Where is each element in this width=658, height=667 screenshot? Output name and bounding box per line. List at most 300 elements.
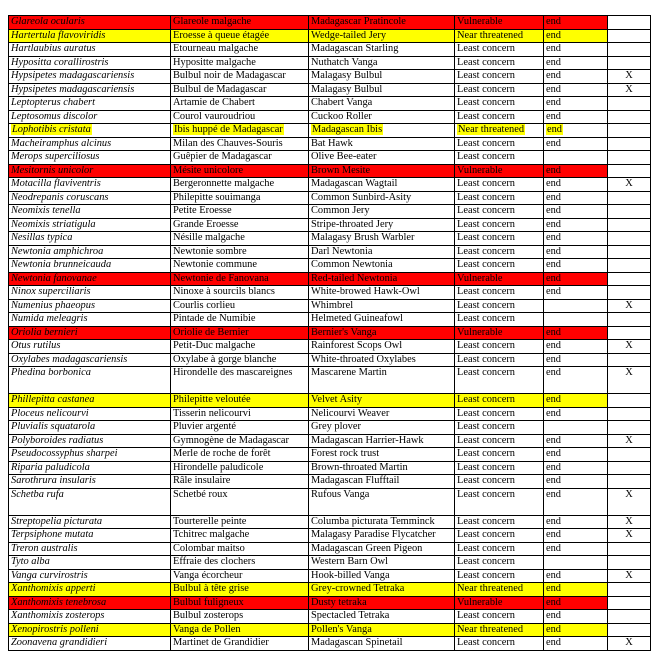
english-name-text: Malagasy Bulbul bbox=[311, 70, 383, 81]
french-name-text: Vanga écorcheur bbox=[173, 569, 243, 581]
english-name-text: White-browed Hawk-Owl bbox=[311, 286, 420, 297]
status-text: Vulnerable bbox=[457, 272, 503, 284]
endemic-cell bbox=[544, 610, 608, 624]
table-row bbox=[9, 286, 651, 300]
status-cell bbox=[455, 623, 544, 637]
scientific-name-cell bbox=[9, 16, 171, 30]
french-name-text: Tisserin nelicourvi bbox=[173, 407, 251, 419]
scientific-name-text: Motacilla flaviventris bbox=[11, 178, 101, 189]
status-text: Least concern bbox=[457, 205, 515, 216]
endemic-text: end bbox=[546, 218, 562, 230]
french-name-cell bbox=[171, 205, 309, 219]
scientific-name-cell bbox=[9, 70, 171, 84]
endemic-text: end bbox=[546, 515, 562, 527]
mark-cell bbox=[608, 151, 651, 165]
english-name-cell bbox=[309, 232, 455, 246]
scientific-name-cell bbox=[9, 124, 171, 138]
endemic-text: end bbox=[546, 191, 562, 203]
table-row bbox=[9, 488, 651, 515]
english-name-text: Forest rock trust bbox=[311, 448, 380, 459]
status-text: Least concern bbox=[457, 191, 515, 203]
mark-text: X bbox=[625, 70, 633, 81]
french-name-cell bbox=[171, 191, 309, 205]
endemic-cell bbox=[544, 205, 608, 219]
english-name-cell bbox=[309, 556, 455, 570]
english-name-text: Chabert Vanga bbox=[311, 97, 373, 108]
status-cell bbox=[455, 637, 544, 651]
status-text: Least concern bbox=[457, 475, 515, 486]
table-row bbox=[9, 110, 651, 124]
english-name-cell bbox=[309, 178, 455, 192]
french-name-text: Bulbul à tête grise bbox=[173, 583, 249, 594]
table-row bbox=[9, 151, 651, 165]
endemic-cell bbox=[544, 556, 608, 570]
status-cell bbox=[455, 434, 544, 448]
english-name-text: Common Sunbird-Asity bbox=[311, 191, 412, 203]
endemic-cell bbox=[544, 340, 608, 354]
scientific-name-text: Oriolia bernieri bbox=[11, 326, 78, 338]
status-text: Least concern bbox=[457, 259, 515, 270]
english-name-cell bbox=[309, 70, 455, 84]
table-row bbox=[9, 56, 651, 70]
table-row bbox=[9, 407, 651, 421]
endemic-text: end bbox=[546, 637, 562, 648]
french-name-cell bbox=[171, 326, 309, 340]
french-name-cell bbox=[171, 583, 309, 597]
status-text: Least concern bbox=[457, 488, 515, 500]
french-name-cell bbox=[171, 16, 309, 30]
table-body bbox=[9, 16, 651, 651]
scientific-name-cell bbox=[9, 461, 171, 475]
french-name-cell bbox=[171, 299, 309, 313]
status-cell bbox=[455, 124, 544, 138]
table-row bbox=[9, 232, 651, 246]
status-text: Least concern bbox=[457, 434, 515, 446]
french-name-cell bbox=[171, 488, 309, 515]
status-cell bbox=[455, 515, 544, 529]
endemic-cell bbox=[544, 583, 608, 597]
mark-cell bbox=[608, 232, 651, 246]
french-name-cell bbox=[171, 83, 309, 97]
endemic-text: end bbox=[546, 272, 562, 284]
french-name-text: Petite Eroesse bbox=[173, 205, 232, 216]
mark-cell bbox=[608, 313, 651, 327]
endemic-text: end bbox=[546, 110, 562, 122]
english-name-cell bbox=[309, 583, 455, 597]
endemic-cell bbox=[544, 529, 608, 543]
status-cell bbox=[455, 340, 544, 354]
status-cell bbox=[455, 232, 544, 246]
mark-cell bbox=[608, 299, 651, 313]
scientific-name-text: Pluvialis squatarola bbox=[11, 421, 96, 432]
mark-cell bbox=[608, 623, 651, 637]
french-name-cell bbox=[171, 448, 309, 462]
status-cell bbox=[455, 326, 544, 340]
status-cell bbox=[455, 43, 544, 57]
english-name-text: Rainforest Scops Owl bbox=[311, 340, 403, 351]
scientific-name-text: Ninox superciliaris bbox=[11, 286, 91, 297]
english-name-cell bbox=[309, 191, 455, 205]
table-row bbox=[9, 205, 651, 219]
scientific-name-text: Xanthomixis tenebrosa bbox=[11, 596, 107, 608]
english-name-text: Grey plover bbox=[311, 421, 361, 432]
table-row bbox=[9, 272, 651, 286]
table-row bbox=[9, 610, 651, 624]
status-text: Vulnerable bbox=[457, 596, 503, 608]
table-row bbox=[9, 556, 651, 570]
table-row bbox=[9, 16, 651, 30]
endemic-text: end bbox=[546, 245, 562, 257]
endemic-cell bbox=[544, 97, 608, 111]
english-name-cell bbox=[309, 434, 455, 448]
french-name-text: Râle insulaire bbox=[173, 475, 231, 486]
scientific-name-text: Streptopelia picturata bbox=[11, 515, 103, 527]
french-name-text: Eroesse à queue étagée bbox=[173, 29, 270, 41]
mark-cell bbox=[608, 272, 651, 286]
french-name-cell bbox=[171, 137, 309, 151]
scientific-name-cell bbox=[9, 421, 171, 435]
english-name-cell bbox=[309, 448, 455, 462]
french-name-text: Hyposittе malgache bbox=[173, 56, 256, 68]
status-text: Least concern bbox=[457, 56, 515, 68]
french-name-cell bbox=[171, 272, 309, 286]
scientific-name-cell bbox=[9, 178, 171, 192]
english-name-text: Madagascar Pratincole bbox=[311, 16, 406, 27]
endemic-text: end bbox=[546, 83, 562, 95]
status-cell bbox=[455, 569, 544, 583]
status-cell bbox=[455, 29, 544, 43]
french-name-text: Effraie des clochers bbox=[173, 556, 256, 567]
status-text: Least concern bbox=[457, 43, 515, 54]
english-name-text: Nuthatch Vanga bbox=[311, 56, 378, 68]
french-name-text: Schetbé roux bbox=[173, 488, 228, 500]
endemic-text: end bbox=[546, 583, 562, 594]
mark-text: X bbox=[625, 178, 633, 189]
mark-cell bbox=[608, 124, 651, 138]
scientific-name-cell bbox=[9, 367, 171, 394]
scientific-name-cell bbox=[9, 569, 171, 583]
french-name-text: Bergeronnette malgache bbox=[173, 178, 275, 189]
french-name-text: Oriolie de Bernier bbox=[173, 326, 249, 338]
french-name-text: Bulbul zosterops bbox=[173, 610, 244, 621]
endemic-cell bbox=[544, 83, 608, 97]
mark-text: X bbox=[625, 637, 633, 648]
status-cell bbox=[455, 218, 544, 232]
french-name-text: Tourterelle peinte bbox=[173, 515, 247, 527]
english-name-text: Brown Mesite bbox=[311, 164, 371, 176]
endemic-text: end bbox=[546, 164, 562, 176]
scientific-name-text: Phillepitta castanea bbox=[11, 394, 95, 405]
endemic-cell bbox=[544, 515, 608, 529]
english-name-cell bbox=[309, 461, 455, 475]
table-row bbox=[9, 97, 651, 111]
endemic-cell bbox=[544, 29, 608, 43]
english-name-text: Malagasy Brush Warbler bbox=[311, 232, 415, 243]
endemic-text: end bbox=[546, 394, 562, 405]
status-cell bbox=[455, 299, 544, 313]
mark-cell bbox=[608, 43, 651, 57]
english-name-cell bbox=[309, 515, 455, 529]
english-name-text: Madagascan Spinetail bbox=[311, 637, 403, 648]
scientific-name-cell bbox=[9, 205, 171, 219]
scientific-name-text: Neomixis striatigula bbox=[11, 218, 96, 230]
table-row bbox=[9, 434, 651, 448]
status-text: Least concern bbox=[457, 218, 515, 230]
endemic-text: end bbox=[546, 70, 562, 81]
endemic-cell bbox=[544, 421, 608, 435]
species-table bbox=[8, 15, 651, 651]
french-name-text: Newtonie de Fanovana bbox=[173, 272, 269, 284]
english-name-cell bbox=[309, 326, 455, 340]
status-cell bbox=[455, 191, 544, 205]
endemic-text: end bbox=[546, 232, 562, 243]
endemic-cell bbox=[544, 70, 608, 84]
scientific-name-cell bbox=[9, 56, 171, 70]
french-name-text: Martinet de Grandidier bbox=[173, 637, 269, 648]
scientific-name-text: Newtonia amphichroa bbox=[11, 245, 104, 257]
english-name-text: Nelicourvi Weaver bbox=[311, 407, 390, 419]
mark-cell bbox=[608, 83, 651, 97]
english-name-text: Common Newtonia bbox=[311, 259, 393, 270]
endemic-text: end bbox=[546, 286, 562, 297]
endemic-cell bbox=[544, 16, 608, 30]
status-text: Least concern bbox=[457, 340, 515, 351]
french-name-text: Hirondelle paludicole bbox=[173, 461, 264, 473]
mark-cell bbox=[608, 542, 651, 556]
endemic-text: end bbox=[546, 16, 562, 27]
mark-text: X bbox=[625, 569, 633, 581]
english-name-cell bbox=[309, 29, 455, 43]
endemic-text: end bbox=[546, 43, 562, 54]
status-cell bbox=[455, 394, 544, 408]
table-row bbox=[9, 70, 651, 84]
scientific-name-text: Leptopterus chabert bbox=[11, 97, 95, 108]
scientific-name-cell bbox=[9, 259, 171, 273]
table-row bbox=[9, 583, 651, 597]
endemic-cell bbox=[544, 488, 608, 515]
french-name-cell bbox=[171, 475, 309, 489]
english-name-cell bbox=[309, 137, 455, 151]
table-row bbox=[9, 542, 651, 556]
scientific-name-cell bbox=[9, 299, 171, 313]
scientific-name-text: Neodrepanis coruscans bbox=[11, 191, 109, 203]
status-text: Least concern bbox=[457, 421, 515, 432]
french-name-cell bbox=[171, 56, 309, 70]
scientific-name-text: Oxylabes madagascariensis bbox=[11, 353, 128, 365]
mark-text: X bbox=[625, 515, 633, 527]
mark-cell bbox=[608, 596, 651, 610]
scientific-name-text: Macheiramphus alcinus bbox=[11, 137, 112, 149]
scientific-name-text: Leptosomus discolor bbox=[11, 110, 98, 122]
scientific-name-cell bbox=[9, 245, 171, 259]
endemic-cell bbox=[544, 326, 608, 340]
mark-cell bbox=[608, 218, 651, 232]
mark-cell bbox=[608, 286, 651, 300]
endemic-text: end bbox=[546, 488, 562, 500]
endemic-cell bbox=[544, 272, 608, 286]
mark-text: X bbox=[625, 529, 633, 540]
status-text: Least concern bbox=[457, 232, 515, 243]
english-name-text: Olive Bee-eater bbox=[311, 151, 377, 162]
french-name-text: Pluvier argenté bbox=[173, 421, 236, 432]
status-cell bbox=[455, 407, 544, 421]
status-text: Least concern bbox=[457, 151, 515, 162]
endemic-cell bbox=[544, 434, 608, 448]
french-name-text: Bulbul fuligneux bbox=[173, 596, 244, 608]
table-row bbox=[9, 29, 651, 43]
status-text: Vulnerable bbox=[457, 326, 503, 338]
mark-text: X bbox=[625, 367, 633, 378]
english-name-cell bbox=[309, 286, 455, 300]
french-name-cell bbox=[171, 610, 309, 624]
status-cell bbox=[455, 313, 544, 327]
french-name-cell bbox=[171, 434, 309, 448]
english-name-text: Pollen's Vanga bbox=[311, 623, 372, 635]
scientific-name-text: Numida meleagris bbox=[11, 313, 88, 324]
scientific-name-text: Polyboroides radiatus bbox=[11, 434, 104, 446]
french-name-text: Milan des Chauves-Souris bbox=[173, 137, 283, 149]
french-name-text: Vanga de Pollen bbox=[173, 623, 241, 635]
mark-cell bbox=[608, 488, 651, 515]
mark-cell bbox=[608, 353, 651, 367]
english-name-cell bbox=[309, 475, 455, 489]
mark-cell bbox=[608, 326, 651, 340]
english-name-text: Madagascan Harrier-Hawk bbox=[311, 434, 424, 446]
french-name-cell bbox=[171, 407, 309, 421]
scientific-name-cell bbox=[9, 232, 171, 246]
english-name-cell bbox=[309, 43, 455, 57]
french-name-text: Bulbul noir de Madagascar bbox=[173, 70, 286, 81]
english-name-text: Madagascan Ibis bbox=[312, 124, 383, 135]
english-name-text: Velvet Asity bbox=[311, 394, 363, 405]
english-name-cell bbox=[309, 407, 455, 421]
mark-cell bbox=[608, 529, 651, 543]
french-name-text: Philepitte souimanga bbox=[173, 191, 261, 203]
scientific-name-cell bbox=[9, 556, 171, 570]
status-text: Least concern bbox=[457, 353, 515, 365]
scientific-name-cell bbox=[9, 394, 171, 408]
status-text: Least concern bbox=[457, 137, 515, 149]
english-name-cell bbox=[309, 394, 455, 408]
english-name-cell bbox=[309, 569, 455, 583]
mark-text: X bbox=[625, 83, 633, 95]
english-name-cell bbox=[309, 218, 455, 232]
french-name-cell bbox=[171, 218, 309, 232]
english-name-cell bbox=[309, 97, 455, 111]
english-name-text: Helmeted Guineafowl bbox=[311, 313, 404, 324]
english-name-cell bbox=[309, 610, 455, 624]
french-name-text: Artamie de Chabert bbox=[173, 97, 255, 108]
english-name-cell bbox=[309, 340, 455, 354]
scientific-name-text: Xenopirostris polleni bbox=[11, 623, 99, 635]
endemic-text: end bbox=[546, 407, 562, 419]
status-cell bbox=[455, 542, 544, 556]
status-text: Least concern bbox=[457, 569, 515, 581]
endemic-text: end bbox=[546, 137, 562, 149]
endemic-text: end bbox=[546, 448, 562, 459]
status-cell bbox=[455, 596, 544, 610]
french-name-text: Pintade de Numibie bbox=[173, 313, 256, 324]
mark-cell bbox=[608, 569, 651, 583]
english-name-text: Columba picturata Temminck bbox=[311, 515, 435, 527]
english-name-cell bbox=[309, 16, 455, 30]
endemic-text: end bbox=[546, 367, 562, 378]
french-name-text: Oxylabe à gorge blanche bbox=[173, 353, 277, 365]
french-name-text: Grande Eroesse bbox=[173, 218, 239, 230]
status-cell bbox=[455, 164, 544, 178]
scientific-name-cell bbox=[9, 313, 171, 327]
english-name-text: White-throated Oxylabes bbox=[311, 353, 416, 365]
french-name-cell bbox=[171, 70, 309, 84]
endemic-cell bbox=[544, 232, 608, 246]
french-name-cell bbox=[171, 313, 309, 327]
mark-cell bbox=[608, 367, 651, 394]
french-name-cell bbox=[171, 164, 309, 178]
scientific-name-text: Newtonia fanovanae bbox=[11, 272, 97, 284]
table-row bbox=[9, 259, 651, 273]
english-name-text: Spectacled Tetraka bbox=[311, 610, 390, 621]
french-name-cell bbox=[171, 43, 309, 57]
status-cell bbox=[455, 421, 544, 435]
status-cell bbox=[455, 178, 544, 192]
french-name-cell bbox=[171, 151, 309, 165]
endemic-cell bbox=[544, 151, 608, 165]
status-cell bbox=[455, 583, 544, 597]
endemic-cell bbox=[544, 542, 608, 556]
status-text: Least concern bbox=[457, 448, 515, 459]
table-row bbox=[9, 218, 651, 232]
scientific-name-text: Newtonia brunneicauda bbox=[11, 259, 112, 270]
mark-text: X bbox=[625, 434, 633, 446]
endemic-text: end bbox=[546, 461, 562, 473]
scientific-name-text: Neomixis tenella bbox=[11, 205, 81, 216]
english-name-text: Brown-throated Martin bbox=[311, 461, 408, 473]
endemic-cell bbox=[544, 394, 608, 408]
english-name-cell bbox=[309, 245, 455, 259]
mark-cell bbox=[608, 205, 651, 219]
mark-text: X bbox=[625, 488, 633, 500]
status-cell bbox=[455, 205, 544, 219]
scientific-name-text: Numenius phaeopus bbox=[11, 299, 95, 311]
status-cell bbox=[455, 70, 544, 84]
scientific-name-text: Pseudocossyphus sharpei bbox=[11, 448, 118, 459]
french-name-text: Guêpier de Madagascar bbox=[173, 151, 272, 162]
endemic-cell bbox=[544, 178, 608, 192]
mark-cell bbox=[608, 110, 651, 124]
french-name-cell bbox=[171, 232, 309, 246]
endemic-cell bbox=[544, 43, 608, 57]
mark-cell bbox=[608, 97, 651, 111]
scientific-name-cell bbox=[9, 637, 171, 651]
mark-cell bbox=[608, 29, 651, 43]
table-row bbox=[9, 164, 651, 178]
english-name-cell bbox=[309, 637, 455, 651]
mark-cell bbox=[608, 137, 651, 151]
french-name-text: Courlis corlieu bbox=[173, 299, 236, 311]
mark-cell bbox=[608, 16, 651, 30]
table-row bbox=[9, 178, 651, 192]
english-name-text: Darl Newtonia bbox=[311, 245, 373, 257]
endemic-cell bbox=[544, 218, 608, 232]
french-name-cell bbox=[171, 259, 309, 273]
english-name-cell bbox=[309, 299, 455, 313]
endemic-text: end bbox=[546, 97, 562, 108]
scientific-name-cell bbox=[9, 29, 171, 43]
english-name-text: Wedge-tailed Jery bbox=[311, 29, 387, 41]
english-name-text: Bat Hawk bbox=[311, 137, 353, 149]
status-text: Least concern bbox=[457, 461, 515, 473]
scientific-name-cell bbox=[9, 326, 171, 340]
